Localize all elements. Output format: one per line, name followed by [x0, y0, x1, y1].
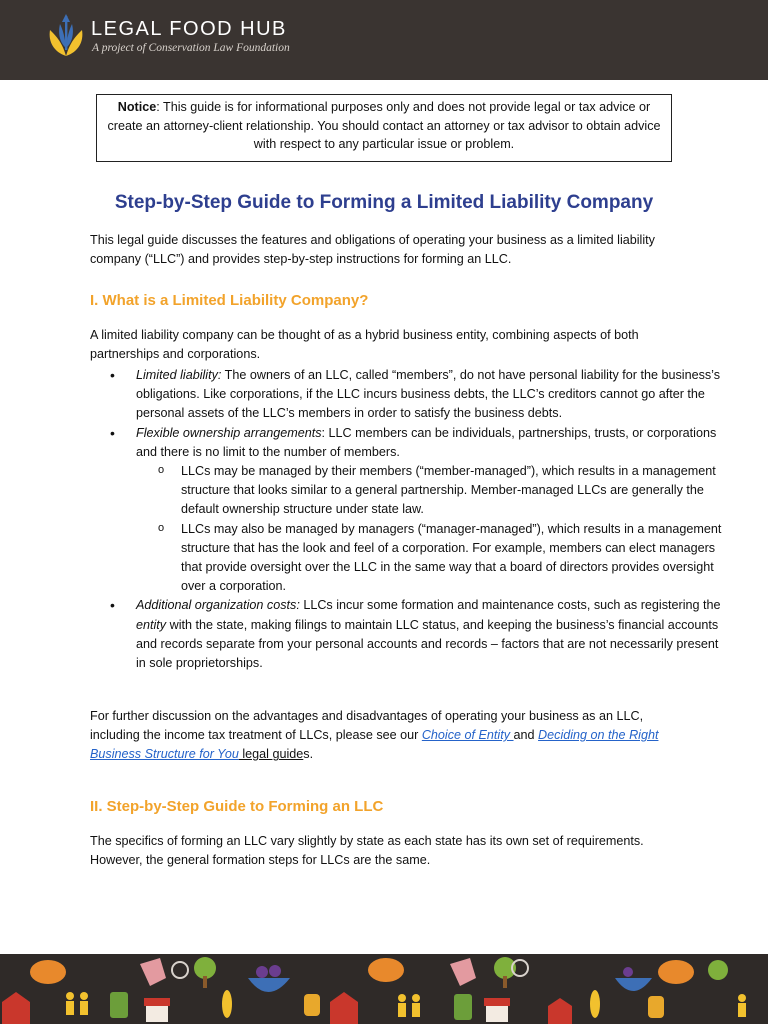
- deciding-structure-link[interactable]: Deciding on the Right Business Structure for You: [90, 728, 659, 762]
- choice-of-entity-link[interactable]: Choice of Entity: [421, 728, 514, 743]
- further-text: For further discussion on the advantages and disadvantages of operating your business as an LLC, including the income tax treatment of LLCs, please see our: [90, 709, 644, 743]
- bullet-term: Limited liability:: [136, 368, 222, 382]
- notice-label: Notice: [117, 100, 157, 114]
- sub-list: [136, 462, 726, 596]
- page-title: Step-by-Step Guide to Forming a Limited Liability Company: [114, 192, 654, 213]
- bullet-term: Flexible ownership arrangements: [136, 425, 322, 440]
- further-and: and: [513, 728, 539, 743]
- bullet-text: with the state, making filings to maintain LLC status, and keeping the business’s financial accounts and records separate from your personal accounts and records – factors that are not necessarily present in sole proprietorships.: [136, 617, 719, 671]
- brand-name: LEGAL FOOD HUB: [91, 18, 287, 40]
- bullet-entity: entity: [136, 617, 167, 632]
- decorative-footer-band: [0, 954, 768, 1024]
- list-item: [136, 366, 726, 424]
- logo-icon: [46, 12, 86, 58]
- feature-list: [90, 366, 726, 673]
- intro-paragraph: This legal guide discusses the features and obligations of operating your business as a limited liability company (“LLC”) and provides step-by-step instructions for forming an LLC.: [90, 233, 655, 267]
- bullet-term: Additional organization costs:: [136, 598, 300, 613]
- bullet-text: LLCs incur some formation and maintenance costs, such as registering the: [299, 598, 721, 613]
- list-item: [136, 596, 726, 673]
- bullet-text: : LLC members can be individuals, partnerships, trusts, or corporations and there is no limit to the number of members.: [136, 425, 717, 459]
- site-header: [0, 0, 768, 80]
- further-end: s.: [303, 747, 314, 762]
- notice-box: [96, 94, 672, 162]
- further-guide: legal guide: [238, 747, 304, 762]
- list-item: [136, 424, 726, 597]
- notice-text: : This guide is for informational purposes only and does not provide legal or tax advice or create an attorney-client relationship. You should contact an attorney or tax advisor to obtain advice with respect to any particular issue or problem.: [107, 100, 661, 151]
- bullet-text: The owners of an LLC, called “members”, do not have personal liability for the business’s obligations. Like corporations, if the LLC incurs business debts, the LLC’s creditors cannot go after the personal assets of the LLC’s members in order to satisfy the business debts.: [136, 368, 721, 421]
- section1-lead: A limited liability company can be thought of as a hybrid business entity, combining aspects of both partnerships and corporations.: [90, 328, 639, 362]
- sub-list-item: o LLCs may be managed by their members (“member-managed”), which results in a management structure that looks similar to a general partnership. Member-managed LLCs are generally the default ownership structure under state law.: [181, 462, 726, 520]
- further-discussion-paragraph: [90, 707, 680, 765]
- section-heading-1: I. What is a Limited Liability Company?: [90, 292, 369, 309]
- brand-tagline: A project of Conservation Law Foundation: [92, 42, 290, 54]
- sub-list-item: o LLCs may also be managed by managers (“manager-managed”), which results in a management structure that has the look and feel of a corporation. For example, members can elect managers that provide oversight over the LLC in the same way that a board of directors provides oversight over a corporation.: [181, 520, 726, 597]
- section-heading-2: II. Step-by-Step Guide to Forming an LLC: [90, 798, 384, 815]
- section2-paragraph: The specifics of forming an LLC vary slightly by state as each state has its own set of requirements. However, the general formation steps for LLCs are the same.: [90, 834, 644, 868]
